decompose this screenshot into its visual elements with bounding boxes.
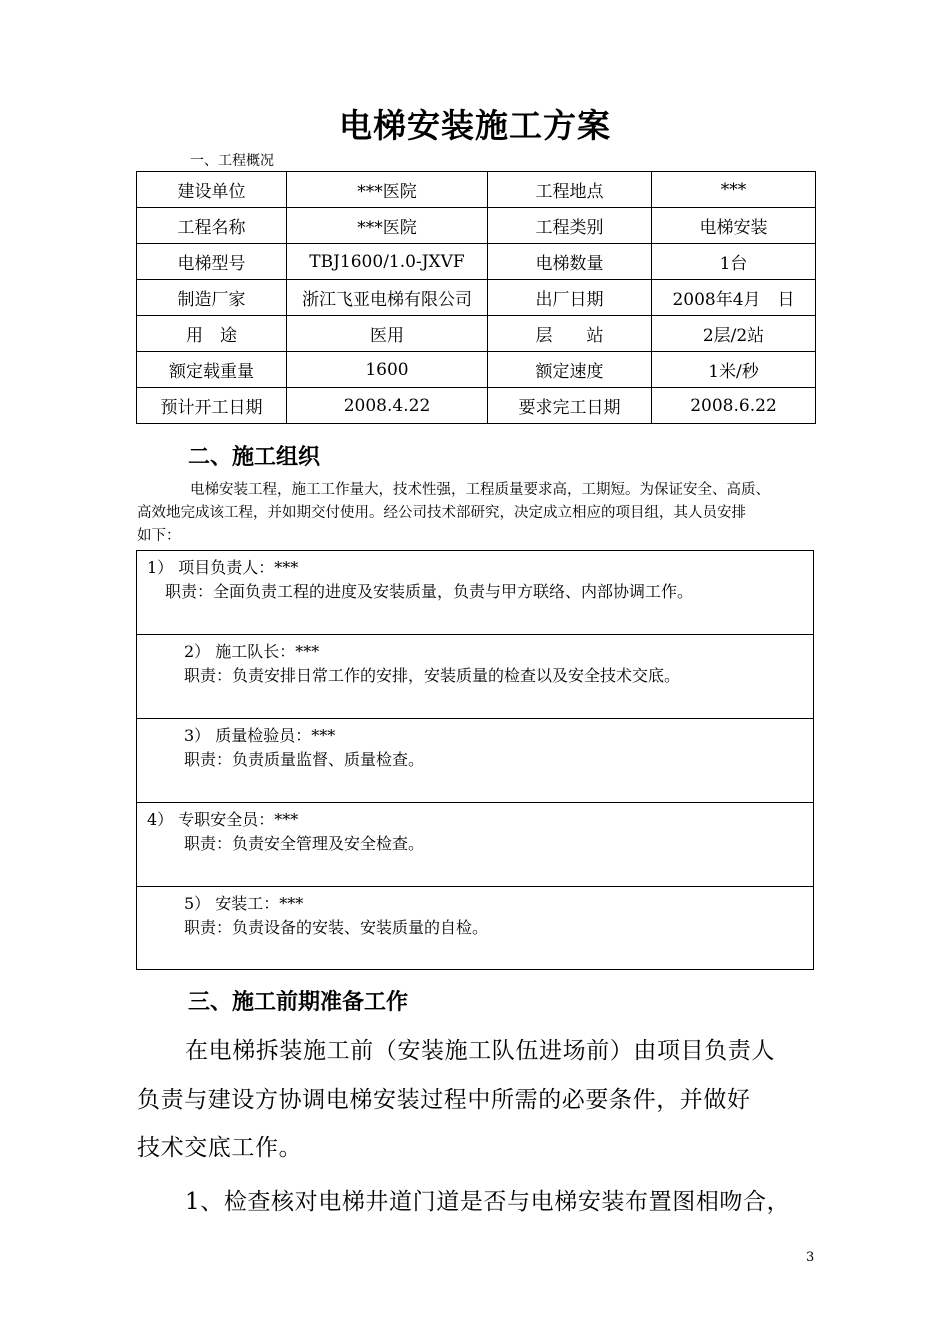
table-value-cell: 电梯安装 <box>652 208 816 244</box>
table-value-cell: TBJ1600/1.0-JXVF <box>287 244 488 280</box>
table-label-cell: 工程名称 <box>137 208 287 244</box>
table-value-cell: *** <box>652 172 816 208</box>
section2-intro-line: 如下： <box>137 528 181 544</box>
table-row <box>137 172 816 208</box>
table-value-cell: 1台 <box>652 244 816 280</box>
page-title: 电梯安装施工方案 <box>339 106 611 145</box>
section3-item-line: 1、检查核对电梯井道门道是否与电梯安装布置图相吻合， <box>185 1189 791 1215</box>
section2-intro-line: 电梯安装工程，施工工作量大，技术性强，工程质量要求高，工期短。为保证安全、高质、 <box>190 482 770 498</box>
table-label-cell: 出厂日期 <box>488 280 652 316</box>
staff-table <box>136 550 814 970</box>
staff-title: 2） 施工队长：*** <box>184 642 320 661</box>
table-label-cell: 层 站 <box>488 316 652 352</box>
table-value-cell: ***医院 <box>287 172 488 208</box>
table-label-cell: 用 途 <box>137 316 287 352</box>
table-row <box>137 244 816 280</box>
page-number: 3 <box>806 1250 815 1265</box>
table-row <box>137 316 816 352</box>
table-value-cell: 1米/秒 <box>652 352 816 388</box>
table-value-cell: 2008.4.22 <box>287 388 488 424</box>
table-label-cell: 额定速度 <box>488 352 652 388</box>
table-value-cell: 2008.6.22 <box>652 388 816 424</box>
table-label-cell: 要求完工日期 <box>488 388 652 424</box>
table-label-cell: 制造厂家 <box>137 280 287 316</box>
table-value-cell: 2层/2站 <box>652 316 816 352</box>
table-label-cell: 工程地点 <box>488 172 652 208</box>
staff-title: 4） 专职安全员：*** <box>147 810 299 829</box>
staff-duty: 职责：全面负责工程的进度及安装质量，负责与甲方联络、内部协调工作。 <box>165 582 694 601</box>
staff-cell <box>137 887 813 971</box>
project-overview-table <box>136 171 816 424</box>
staff-duty: 职责：负责质量监督、质量检查。 <box>184 750 425 769</box>
table-row <box>137 388 816 424</box>
staff-title: 1） 项目负责人：*** <box>147 558 299 577</box>
section3-paragraph-line: 技术交底工作。 <box>137 1135 303 1161</box>
staff-duty: 职责：负责安全管理及安全检查。 <box>184 834 425 853</box>
table-label-cell: 电梯型号 <box>137 244 287 280</box>
table-value-cell: 浙江飞亚电梯有限公司 <box>287 280 488 316</box>
table-row <box>137 280 816 316</box>
table-row <box>137 208 816 244</box>
table-value-cell: 2008年4月 日 <box>652 280 816 316</box>
section2-heading: 二、施工组织 <box>188 444 321 470</box>
section2-intro-line: 高效地完成该工程，并如期交付使用。经公司技术部研究，决定成立相应的项目组，其人员安排 <box>137 505 746 521</box>
section3-paragraph-line: 在电梯拆装施工前（安装施工队伍进场前）由项目负责人 <box>185 1038 775 1064</box>
table-value-cell: ***医院 <box>287 208 488 244</box>
staff-cell <box>137 551 813 635</box>
table-label-cell: 工程类别 <box>488 208 652 244</box>
section1-label: 一、工程概况 <box>190 153 274 169</box>
staff-cell <box>137 803 813 887</box>
staff-cell <box>137 635 813 719</box>
table-label-cell: 预计开工日期 <box>137 388 287 424</box>
section3-heading: 三、施工前期准备工作 <box>188 989 409 1015</box>
staff-duty: 职责：负责安排日常工作的安排，安装质量的检查以及安全技术交底。 <box>184 666 681 685</box>
table-label-cell: 额定载重量 <box>137 352 287 388</box>
staff-duty: 职责：负责设备的安装、安装质量的自检。 <box>184 918 489 937</box>
section3-paragraph-line: 负责与建设方协调电梯安装过程中所需的必要条件，并做好 <box>137 1087 751 1113</box>
table-row <box>137 352 816 388</box>
table-label-cell: 电梯数量 <box>488 244 652 280</box>
table-label-cell: 建设单位 <box>137 172 287 208</box>
table-value-cell: 医用 <box>287 316 488 352</box>
staff-cell <box>137 719 813 803</box>
staff-title: 5） 安装工：*** <box>184 894 304 913</box>
staff-title: 3） 质量检验员：*** <box>184 726 336 745</box>
table-value-cell: 1600 <box>287 352 488 388</box>
